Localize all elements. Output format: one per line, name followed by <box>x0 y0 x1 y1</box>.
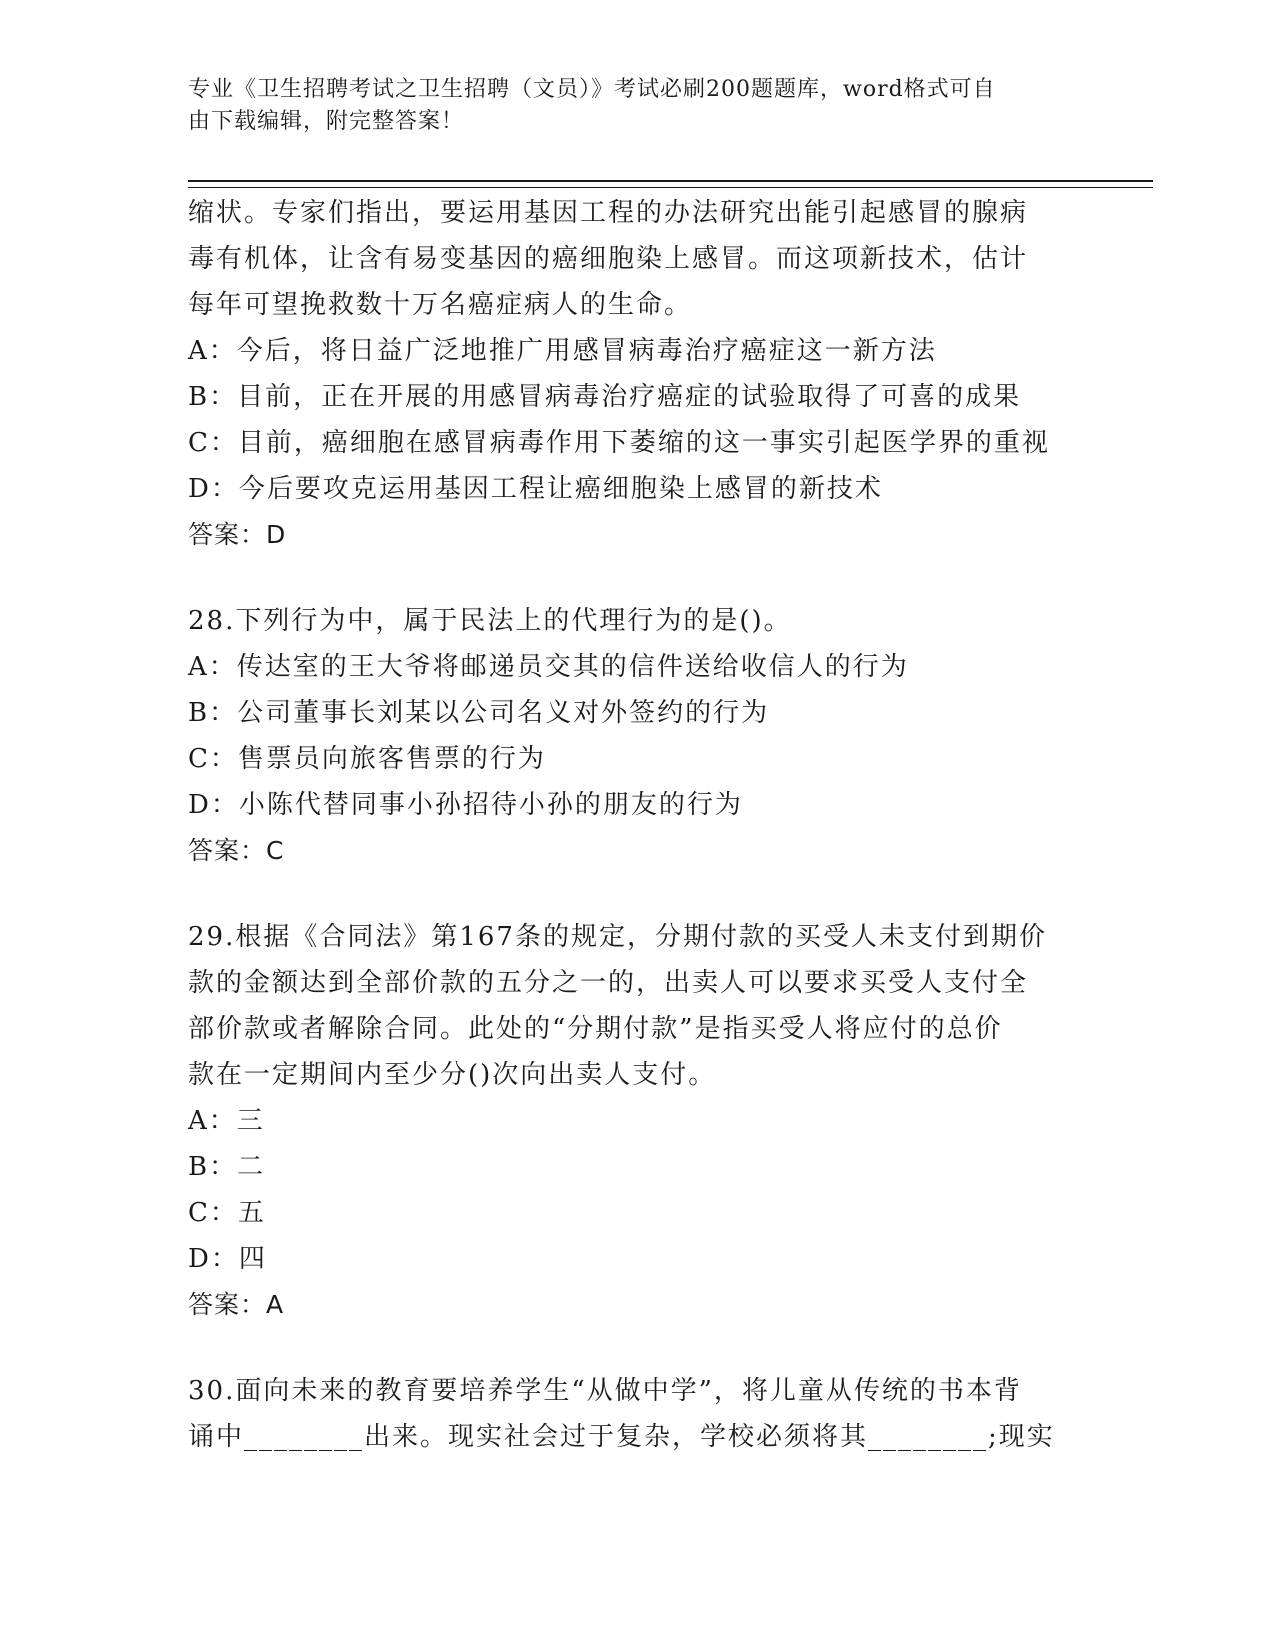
spacer <box>188 1328 1088 1368</box>
option-b: B：二 <box>188 1152 266 1182</box>
question-text-line: 毒有机体，让含有易变基因的癌细胞染上感冒。而这项新技术，估计 <box>188 244 1029 274</box>
question-text-line: 29.根据《合同法》第167条的规定，分期付款的买受人未支付到期价 <box>188 922 1047 952</box>
option-c: C：目前，癌细胞在感冒病毒作用下萎缩的这一事实引起医学界的重视 <box>188 428 1050 458</box>
header-divider <box>188 180 1153 188</box>
header-line-1: 专业《卫生招聘考试之卫生招聘（文员）》考试必刷200题题库，word格式可自 <box>188 77 996 102</box>
question-text-line: 款的金额达到全部价款的五分之一的，出卖人可以要求买受人支付全 <box>188 968 1029 998</box>
answer-label: 答案：D <box>188 520 287 549</box>
question-text-line: 部价款或者解除合同。此处的“分期付款”是指买受人将应付的总价 <box>188 1014 1003 1044</box>
question-text-line: 30.面向未来的教育要培养学生“从做中学”，将儿童从传统的书本背 <box>188 1376 1022 1406</box>
document-body <box>188 190 1088 1460</box>
option-a: A：传达室的王大爷将邮递员交其的信件送给收信人的行为 <box>188 652 909 682</box>
option-a: A：三 <box>188 1106 265 1136</box>
option-b: B：公司董事长刘某以公司名义对外签约的行为 <box>188 698 770 728</box>
question-27-continued <box>188 190 1088 558</box>
answer-label: 答案：A <box>188 1290 285 1319</box>
option-d: D：今后要攻克运用基因工程让癌细胞染上感冒的新技术 <box>188 474 883 504</box>
option-d: D：小陈代替同事小孙招待小孙的朋友的行为 <box>188 790 743 820</box>
option-c: C：五 <box>188 1198 266 1228</box>
header-line-2: 由下载编辑，附完整答案！ <box>188 109 465 134</box>
question-28 <box>188 598 1088 874</box>
question-text-line: 款在一定期间内至少分()次向出卖人支付。 <box>188 1060 717 1090</box>
option-b: B：目前，正在开展的用感冒病毒治疗癌症的试验取得了可喜的成果 <box>188 382 1022 412</box>
question-text-line: 缩状。专家们指出，要运用基因工程的办法研究出能引起感冒的腺病 <box>188 198 1029 228</box>
option-a: A：今后，将日益广泛地推广用感冒病毒治疗癌症这一新方法 <box>188 336 937 366</box>
question-29 <box>188 914 1088 1328</box>
option-c: C：售票员向旅客售票的行为 <box>188 744 546 774</box>
spacer <box>188 558 1088 598</box>
option-d: D：四 <box>188 1244 267 1274</box>
question-text-line: 每年可望挽救数十万名癌症病人的生命。 <box>188 290 693 320</box>
question-30 <box>188 1368 1088 1460</box>
answer-label: 答案：C <box>188 836 285 865</box>
question-text-line: 诵中________出来。现实社会过于复杂，学校必须将其________;现实 <box>188 1422 1055 1452</box>
spacer <box>188 874 1088 914</box>
document-header <box>188 74 1068 138</box>
question-text-line: 28.下列行为中，属于民法上的代理行为的是()。 <box>188 606 792 636</box>
